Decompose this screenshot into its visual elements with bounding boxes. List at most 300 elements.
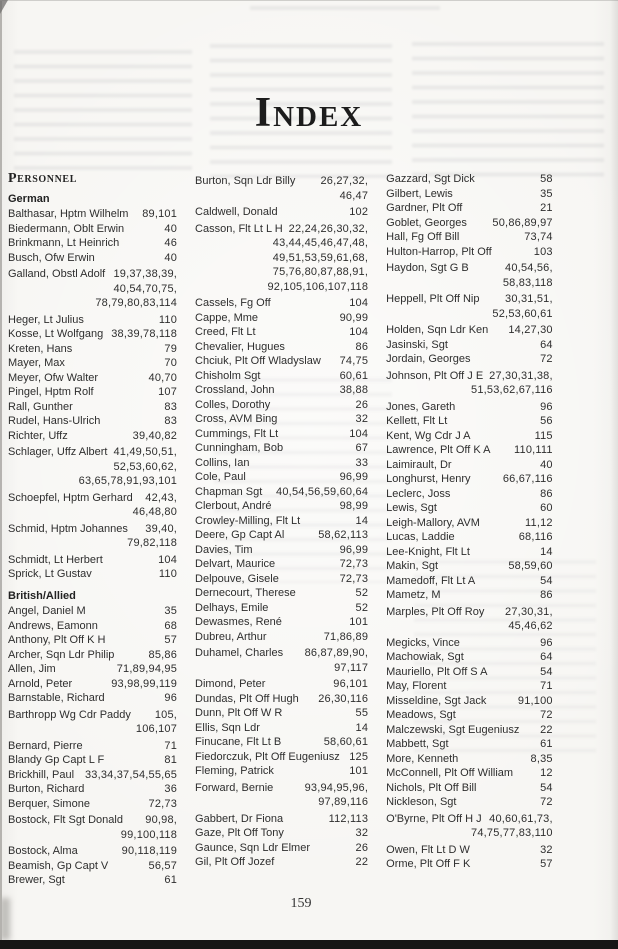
entry-page-numbers: 22	[540, 723, 553, 736]
entry-name: Heppell, Plt Off Nip	[386, 293, 480, 305]
entry-name: Brinkmann, Lt Heinrich	[8, 237, 120, 249]
entry-page-numbers: 32	[540, 843, 553, 856]
entry-name: Schmid, Hptm Johannes	[8, 522, 128, 535]
index-entry	[195, 812, 368, 827]
index-entry	[386, 369, 553, 398]
entry-continuation-lines	[386, 619, 553, 634]
entry-page-numbers-continued: 79,82,118	[127, 537, 178, 549]
scan-edge-bottom	[0, 940, 618, 949]
index-entry	[195, 557, 368, 572]
entry-name: Goblet, Georges	[386, 216, 467, 229]
entry-name: Rudel, Hans-Ulrich	[8, 415, 101, 427]
entry-page-numbers-continued: 51,53,62,67,116	[471, 384, 553, 396]
entry-row	[386, 857, 553, 872]
index-entry	[8, 708, 177, 737]
entry-page-numbers-continued: 52,53,60,62,	[113, 460, 178, 473]
index-group	[386, 172, 553, 872]
entry-page-numbers: 96,99	[339, 543, 369, 556]
entry-page-numbers-continued: 46,47	[339, 189, 369, 202]
entry-row	[195, 557, 368, 572]
entry-page-numbers: 70	[164, 357, 178, 369]
entry-name: Schoepfel, Hptm Gerhard	[8, 491, 133, 504]
entry-continuation-lines	[195, 795, 368, 810]
index-entry	[8, 491, 177, 520]
entry-page-numbers: 83	[164, 400, 178, 413]
index-entry	[8, 604, 177, 619]
entry-page-numbers: 54	[540, 574, 553, 587]
entry-name: Burton, Sqn Ldr Billy	[195, 175, 296, 187]
entry-name: Arnold, Peter	[8, 677, 73, 690]
entry-page-numbers: 27,30,31,38,	[489, 369, 553, 382]
entry-page-numbers: 74,75	[339, 355, 369, 367]
index-entry	[8, 648, 177, 663]
entry-name: Bostock, Alma	[8, 845, 78, 857]
entry-row	[386, 545, 553, 560]
index-entry	[386, 574, 553, 589]
entry-name: Cappe, Mme	[195, 311, 259, 324]
entry-name: Brewer, Sgt	[8, 874, 65, 886]
entry-name: Cole, Paul	[195, 471, 246, 483]
index-entry	[8, 222, 177, 237]
entry-row	[195, 721, 368, 736]
entry-page-numbers: 56	[540, 415, 553, 427]
entry-page-numbers-continued: 49,51,53,59,61,68,	[272, 251, 369, 264]
entry-page-numbers: 38,39,78,118	[111, 328, 178, 340]
entry-row	[386, 843, 553, 858]
entry-page-numbers: 110	[158, 313, 178, 326]
index-entry	[386, 187, 553, 202]
entry-row	[195, 735, 368, 750]
entry-row	[195, 630, 368, 645]
index-entry	[8, 782, 177, 797]
index-entry	[386, 201, 553, 216]
entry-page-numbers: 68	[164, 619, 178, 632]
entry-continuation-lines	[8, 722, 177, 737]
entry-page-numbers: 27,30,31,	[505, 605, 553, 618]
entry-page-numbers: 35	[164, 605, 178, 617]
entry-name: Lawrence, Plt Off K A	[386, 444, 491, 456]
entry-page-numbers: 72	[540, 353, 553, 365]
group-header: British/Allied	[8, 589, 76, 602]
entry-name: Lucas, Laddie	[386, 531, 455, 543]
section-heading: Personnel	[8, 171, 77, 186]
entry-row	[8, 813, 177, 828]
entry-page-numbers: 60,61	[339, 369, 369, 382]
entry-name: Mametz, M	[386, 589, 441, 601]
entry-list	[8, 207, 177, 582]
index-entry	[386, 261, 553, 290]
entry-row	[8, 633, 177, 648]
entry-name: McConnell, Plt Off William	[386, 767, 514, 779]
entry-row	[8, 236, 177, 251]
index-entry	[8, 313, 177, 328]
entry-page-numbers: 54	[540, 665, 553, 678]
entry-page-numbers-continued: 97,117	[334, 661, 369, 674]
entry-row	[195, 398, 368, 413]
scan-edge-left	[0, 0, 2, 949]
entry-page-numbers: 58,60,61	[323, 736, 369, 748]
entry-page-numbers: 72,73	[339, 572, 369, 585]
entry-row	[386, 338, 553, 353]
entry-page-numbers-continued: 92,105,106,107,118	[267, 280, 369, 293]
entry-row	[195, 615, 368, 630]
index-entry	[8, 207, 177, 222]
index-group	[195, 174, 368, 870]
entry-row	[386, 323, 553, 338]
group-header: German	[8, 192, 50, 205]
entry-row	[8, 356, 177, 371]
entry-row	[386, 530, 553, 545]
entry-name: Kosse, Lt Wolfgang	[8, 328, 104, 340]
index-entry	[195, 706, 368, 721]
entry-row	[386, 472, 553, 487]
index-entry	[386, 766, 553, 781]
entry-name: Busch, Ofw Erwin	[8, 251, 95, 264]
entry-page-numbers-continued: 97,89,116	[318, 796, 369, 808]
index-entry	[195, 174, 368, 203]
entry-page-numbers-continued: 63,65,78,91,93,101	[78, 475, 178, 487]
entry-row	[195, 528, 368, 543]
entry-row	[8, 691, 177, 706]
entry-name: More, Kenneth	[386, 752, 459, 765]
entry-page-numbers: 90,98,	[145, 814, 178, 826]
entry-name: Fleming, Patrick	[195, 765, 274, 777]
entry-page-numbers: 72	[540, 709, 553, 721]
entry-name: Creed, Flt Lt	[195, 326, 256, 338]
entry-row	[386, 352, 553, 367]
entry-page-numbers: 105,	[154, 708, 178, 721]
entry-row	[195, 646, 368, 661]
entry-name: Jordain, Georges	[386, 353, 471, 365]
entry-page-numbers: 68,116	[518, 531, 553, 543]
entry-name: Balthasar, Hptm Wilhelm	[8, 208, 129, 220]
entry-name: Nichols, Plt Off Bill	[386, 781, 477, 794]
entry-page-numbers: 40	[164, 251, 178, 264]
entry-row	[386, 737, 553, 752]
entry-page-numbers: 57	[164, 634, 178, 646]
entry-row	[195, 677, 368, 692]
entry-page-numbers: 96,101	[333, 678, 369, 690]
entry-name: Delvart, Maurice	[195, 558, 276, 570]
entry-row	[195, 572, 368, 587]
entry-page-numbers: 110	[158, 568, 178, 580]
entry-row	[195, 812, 368, 827]
entry-row	[386, 559, 553, 574]
entry-continuation-lines	[195, 189, 368, 204]
entry-row	[195, 826, 368, 841]
entry-page-numbers: 64	[540, 338, 553, 351]
index-entry	[386, 737, 553, 752]
entry-continuation-lines	[386, 383, 553, 398]
entry-row	[195, 706, 368, 721]
entry-name: Chapman Sgt	[195, 485, 263, 498]
index-entry	[386, 172, 553, 187]
entry-row	[386, 216, 553, 231]
entry-row	[195, 499, 368, 514]
entry-row	[386, 429, 553, 444]
index-entry	[386, 781, 553, 796]
entry-page-numbers: 96	[164, 692, 178, 704]
entry-row	[386, 812, 553, 827]
entry-name: Kellett, Flt Lt	[386, 415, 448, 427]
entry-list	[8, 604, 177, 888]
entry-page-numbers: 107	[158, 386, 178, 398]
entry-page-numbers-continued: 40,54,70,75,	[113, 282, 178, 295]
index-entry	[386, 323, 553, 338]
entry-name: Colles, Dorothy	[195, 398, 271, 411]
scan-edge-right	[610, 0, 618, 949]
index-entry	[8, 797, 177, 812]
entry-page-numbers-continued: 99,100,118	[120, 828, 178, 841]
entry-page-numbers: 61	[540, 738, 553, 750]
entry-page-numbers: 86	[355, 340, 369, 353]
entry-name: Orme, Plt Off F K	[386, 858, 471, 870]
entry-row	[386, 588, 553, 603]
entry-page-numbers: 50,86,89,97	[492, 216, 553, 229]
entry-page-numbers: 38,88	[339, 384, 369, 396]
index-entry	[195, 311, 368, 326]
entry-name: Mayer, Max	[8, 357, 65, 369]
index-entry	[386, 487, 553, 502]
entry-page-numbers: 103	[533, 245, 553, 258]
entry-row	[195, 296, 368, 311]
entry-name: Casson, Flt Lt L H	[195, 222, 283, 235]
index-entry	[8, 400, 177, 415]
entry-row	[195, 514, 368, 529]
entry-name: Schmidt, Lt Herbert	[8, 553, 103, 566]
entry-row	[386, 694, 553, 709]
entry-page-numbers: 36	[164, 783, 178, 795]
index-entry	[386, 694, 553, 709]
entry-name: Deere, Gp Capt Al	[195, 529, 285, 541]
index-entry	[8, 429, 177, 444]
entry-page-numbers: 96	[540, 400, 553, 413]
entry-name: Cunningham, Bob	[195, 442, 284, 454]
entry-name: Laimirault, Dr	[386, 458, 452, 471]
entry-row	[386, 605, 553, 620]
entry-page-numbers: 89,101	[142, 208, 178, 220]
index-entry	[386, 545, 553, 560]
entry-row	[195, 354, 368, 369]
entry-row	[386, 201, 553, 216]
index-entry	[8, 739, 177, 754]
index-entry	[8, 356, 177, 371]
entry-row	[8, 267, 177, 282]
index-entry	[386, 338, 553, 353]
index-entry	[195, 325, 368, 340]
index-entry	[386, 414, 553, 429]
entry-page-numbers: 14	[355, 514, 369, 527]
entry-name: Sprick, Lt Gustav	[8, 568, 92, 580]
index-entry	[386, 588, 553, 603]
entry-page-numbers: 86	[540, 487, 553, 500]
entry-name: Cassels, Fg Off	[195, 297, 271, 309]
entry-name: Mabbett, Sgt	[386, 738, 449, 750]
index-group	[8, 192, 177, 582]
entry-continuation-lines	[195, 661, 368, 676]
index-entry	[386, 843, 553, 858]
scan-corner-artifact	[0, 0, 8, 14]
entry-page-numbers: 12	[540, 767, 553, 779]
entry-page-numbers: 115	[534, 429, 553, 442]
entry-row	[386, 245, 553, 260]
index-entry	[195, 398, 368, 413]
entry-row	[386, 574, 553, 589]
entry-name: Johnson, Plt Off J E	[386, 369, 484, 382]
entry-name: Bostock, Flt Sgt Donald	[8, 814, 123, 826]
entry-row	[386, 795, 553, 810]
entry-row	[8, 619, 177, 634]
index-entry	[8, 677, 177, 692]
entry-row	[386, 443, 553, 458]
index-entry	[195, 781, 368, 810]
entry-page-numbers: 56,57	[148, 859, 178, 872]
entry-name: Caldwell, Donald	[195, 206, 278, 218]
index-entry	[8, 768, 177, 783]
entry-page-numbers: 22,24,26,30,32,	[288, 222, 369, 235]
entry-continuation-lines	[195, 236, 368, 294]
entry-continuation-lines	[8, 828, 177, 843]
index-entry	[195, 528, 368, 543]
entry-page-numbers: 52	[355, 587, 369, 599]
entry-name: Rall, Gunther	[8, 400, 73, 413]
entry-page-numbers-continued: 74,75,77,83,110	[471, 827, 553, 839]
index-column	[195, 172, 368, 870]
index-entry	[386, 812, 553, 841]
entry-name: Cross, AVM Bing	[195, 413, 278, 425]
entry-name: Kreten, Hans	[8, 342, 73, 355]
entry-name: Delhays, Emile	[195, 601, 269, 614]
entry-name: Leclerc, Joss	[386, 487, 451, 500]
index-entry	[195, 572, 368, 587]
index-entry	[8, 445, 177, 489]
entry-page-numbers: 52	[355, 601, 369, 614]
entry-page-numbers-continued: 52,53,60,61	[492, 307, 553, 320]
entry-name: Dewasmes, René	[195, 616, 282, 628]
entry-row	[8, 445, 177, 460]
index-entry	[195, 369, 368, 384]
entry-page-numbers: 104	[349, 427, 369, 440]
entry-row	[8, 753, 177, 768]
entry-page-numbers: 110,111	[514, 444, 553, 456]
entry-page-numbers: 40,54,56,59,60,64	[276, 485, 369, 498]
index-entry	[8, 267, 177, 311]
index-entry	[386, 530, 553, 545]
entry-page-numbers: 40,70	[148, 371, 178, 384]
entry-row	[195, 456, 368, 471]
entry-page-numbers: 72,73	[148, 797, 178, 810]
entry-page-numbers: 33,34,37,54,55,65	[84, 768, 178, 781]
entry-page-numbers: 98,99	[339, 500, 369, 512]
index-groups	[386, 172, 553, 872]
entry-page-numbers: 90,118,119	[121, 845, 178, 857]
entry-name: Dubreu, Arthur	[195, 630, 267, 643]
index-entry	[386, 857, 553, 872]
index-entry	[195, 826, 368, 841]
entry-name: Chisholm Sgt	[195, 369, 261, 382]
entry-row	[386, 781, 553, 796]
index-entry	[8, 414, 177, 429]
entry-name: Burton, Richard	[8, 783, 85, 795]
entry-name: Kent, Wg Cdr J A	[386, 429, 471, 442]
entry-page-numbers: 61	[164, 874, 178, 886]
entry-page-numbers: 42,43,	[145, 491, 178, 504]
entry-name: Dundas, Plt Off Hugh	[195, 692, 299, 705]
entry-row	[8, 414, 177, 429]
entry-row	[8, 604, 177, 619]
entry-page-numbers: 26,30,116	[318, 692, 369, 705]
entry-name: Clerbout, André	[195, 500, 272, 512]
entry-name: Davies, Tim	[195, 543, 253, 556]
entry-row	[195, 764, 368, 779]
entry-row	[195, 369, 368, 384]
entry-row	[386, 172, 553, 187]
index-entry	[8, 813, 177, 842]
entry-name: Pingel, Hptm Rolf	[8, 386, 94, 398]
index-entry	[195, 646, 368, 675]
index-entry	[195, 615, 368, 630]
entry-page-numbers: 22	[355, 856, 369, 868]
index-entry	[386, 292, 553, 321]
index-entry	[386, 429, 553, 444]
entry-page-numbers: 71,89,94,95	[116, 663, 178, 675]
entry-name: Angel, Daniel M	[8, 605, 86, 617]
entry-name: Megicks, Vince	[386, 636, 460, 649]
entry-name: Holden, Sqn Ldr Ken	[386, 324, 489, 336]
index-columns	[8, 172, 553, 888]
entry-page-numbers-continued: 75,76,80,87,88,91,	[272, 266, 369, 278]
entry-name: Lewis, Sgt	[386, 502, 437, 514]
entry-name: Jones, Gareth	[386, 400, 456, 413]
entry-row	[8, 491, 177, 506]
entry-name: Machowiak, Sgt	[386, 651, 464, 663]
index-entry	[386, 458, 553, 473]
entry-page-numbers: 81	[164, 754, 178, 766]
entry-row	[386, 187, 553, 202]
entry-page-numbers: 54	[540, 781, 553, 794]
entry-name: Gaze, Plt Off Tony	[195, 827, 284, 839]
index-entry	[386, 516, 553, 531]
entry-row	[8, 782, 177, 797]
entry-row	[8, 222, 177, 237]
entry-row	[195, 174, 368, 189]
entry-name: Barthropp Wg Cdr Paddy	[8, 708, 131, 721]
entry-name: Heger, Lt Julius	[8, 313, 84, 326]
entry-name: Dunn, Plt Off W R	[195, 707, 283, 719]
entry-row	[386, 292, 553, 307]
entry-continuation-lines	[386, 276, 553, 291]
entry-name: Meyer, Ofw Walter	[8, 371, 99, 384]
index-entry	[195, 412, 368, 427]
entry-row	[8, 429, 177, 444]
entry-row	[195, 750, 368, 765]
entry-row	[195, 311, 368, 326]
entry-page-numbers: 104	[349, 326, 369, 338]
index-entry	[195, 427, 368, 442]
entry-page-numbers: 19,37,38,39,	[113, 268, 178, 280]
entry-page-numbers: 14	[540, 545, 553, 558]
entry-page-numbers: 83	[164, 415, 178, 427]
entry-row	[386, 414, 553, 429]
entry-name: Gazzard, Sgt Dick	[386, 173, 475, 185]
entry-row	[195, 855, 368, 870]
index-entry	[386, 795, 553, 810]
entry-row	[8, 859, 177, 874]
entry-page-numbers: 30,31,51,	[505, 293, 553, 305]
index-entry	[195, 721, 368, 736]
entry-row	[195, 205, 368, 220]
entry-page-numbers: 57	[540, 858, 553, 870]
